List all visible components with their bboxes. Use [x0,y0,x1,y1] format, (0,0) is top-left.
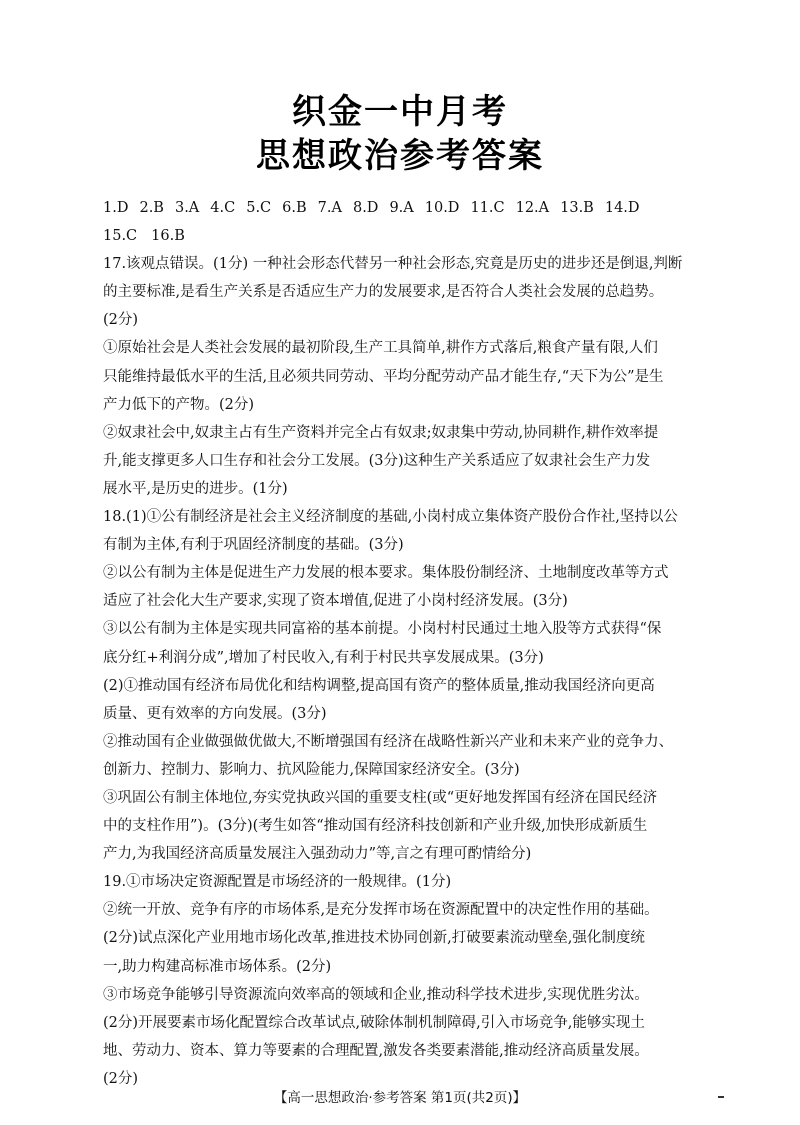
choice-answers-row-2 [103,222,723,250]
choice-answer: 11.C [470,200,505,216]
answer-line: 17.该观点错误。(1分) 一种社会形态代替另一种社会形态,究竟是历史的进步还是倒退,判断 [103,256,683,273]
answer-line: 地、劳动力、资本、算力等要素的合理配置,激发各类要素潜能,推动经济高质量发展。 [103,1042,649,1059]
answer-line: ③巩固公有制主体地位,夯实党执政兴国的重要支柱(或“更好地发挥国有经济在国民经济 [103,789,658,806]
answer-line: 升,能支撑更多人口生存和社会分工发展。(3分)这种生产关系适应了奴隶社会生产力发 [103,452,651,469]
answer-key-title: 思想政治参考答案 [256,136,544,176]
answer-line: 质量、更有效率的方向发展。(3分) [103,705,327,722]
answer-line: (2分) [103,312,139,329]
answer-line: 有制为主体,有利于巩固经济制度的基础。(3分) [103,537,404,554]
answer-line: 底分红+利润分成”,增加了村民收入,有利于村民共享发展成果。(3分) [103,649,544,666]
answer-line: 18.(1)①公有制经济是社会主义经济制度的基础,小岗村成立集体资产股份合作社,坚持以公 [103,509,678,526]
answer-line: 适应了社会化大生产要求,实现了资本增值,促进了小岗村经济发展。(3分) [103,593,568,610]
answer-line: 一,助力构建高标准市场体系。(2分) [103,958,332,975]
choice-answer: 8.D [352,200,379,216]
choice-answer: 15.C [103,228,138,245]
choice-answer: 14.D [604,200,640,216]
answer-line: ③市场竞争能够引导资源流向效率高的领域和企业,推动科学技术进步,实现优胜劣汰。 [103,986,649,1003]
answer-line: (2分)试点深化产业用地市场化改革,推进技术协同创新,打破要素流动壁垒,强化制度统 [103,930,645,947]
answer-line: (2分) [103,1070,139,1087]
page-footer: 【高一思想政治·参考答案 第1页(共2页)】 [273,1090,527,1106]
choice-answer: 4.C [210,200,236,216]
choice-answers-row-1 [103,194,723,222]
answer-line: 19.①市场决定资源配置是市场经济的一般规律。(1分) [103,874,452,891]
answer-line: 的主要标准,是看生产关系是否适应生产力的发展要求,是否符合人类社会发展的总趋势。 [103,284,664,301]
answer-line: ②推动国有企业做强做优做大,不断增强国有经济在战略性新兴产业和未来产业的竞争力、 [103,733,674,750]
answer-line: ③以公有制为主体是实现共同富裕的基本前提。小岗村村民通过土地入股等方式获得“保 [103,621,662,638]
answer-line: 中的支柱作用”)。(3分)(考生如答“推动国有经济科技创新和产业升级,加快形成新质生 [103,818,648,835]
choice-answer: 13.B [560,200,594,216]
choice-answer: 1.D [103,200,129,216]
answer-line: 创新力、控制力、影响力、抗风险能力,保障国家经济安全。(3分) [103,761,520,778]
choice-answer: 3.A [174,200,200,216]
choice-answer: 9.A [389,200,414,216]
answer-line: ②统一开放、竞争有序的市场体系,是充分发挥市场在资源配置中的决定性作用的基础。 [103,902,659,919]
choice-answer: 6.B [282,200,307,216]
answer-line: ②奴隶社会中,奴隶主占有生产资料并完全占有奴隶;奴隶集中劳动,协同耕作,耕作效率提 [103,424,659,441]
answer-line: 产力低下的产物。(2分) [103,396,255,413]
answer-line: (2分)开展要素市场化配置综合改革试点,破除体制机制障碍,引入市场竞争,能够实现土 [103,1014,645,1031]
answer-line: 展水平,是历史的进步。(1分) [103,480,288,497]
answer-line: ②以公有制为主体是促进生产力发展的根本要求。集体股份制经济、土地制度改革等方式 [103,565,669,582]
answer-line: (2)①推动国有经济布局优化和结构调整,提高国有资产的整体质量,推动我国经济向更高 [103,677,655,694]
choice-answer: 10.D [424,200,460,216]
answer-body [103,250,723,1093]
choice-answer: 7.A [317,200,342,216]
choice-answer: 16.B [151,228,185,245]
answer-line: 产力,为我国经济高质量发展注入强劲动力”等,言之有理可酌情给分) [103,846,532,863]
choice-answer: 5.C [246,200,272,216]
answer-line: 只能维持最低水平的生活,且必须共同劳动、平均分配劳动产品才能生存,“天下为公”是生 [103,368,664,385]
choice-answer: 2.B [139,200,164,216]
choice-answer: 12.A [515,200,550,216]
corner-mark [718,1096,724,1098]
answer-content [103,194,723,1093]
school-exam-title: 织金一中月考 [292,92,508,132]
answer-line: ①原始社会是人类社会发展的最初阶段,生产工具简单,耕作方式落后,粮食产量有限,人们 [103,340,658,357]
